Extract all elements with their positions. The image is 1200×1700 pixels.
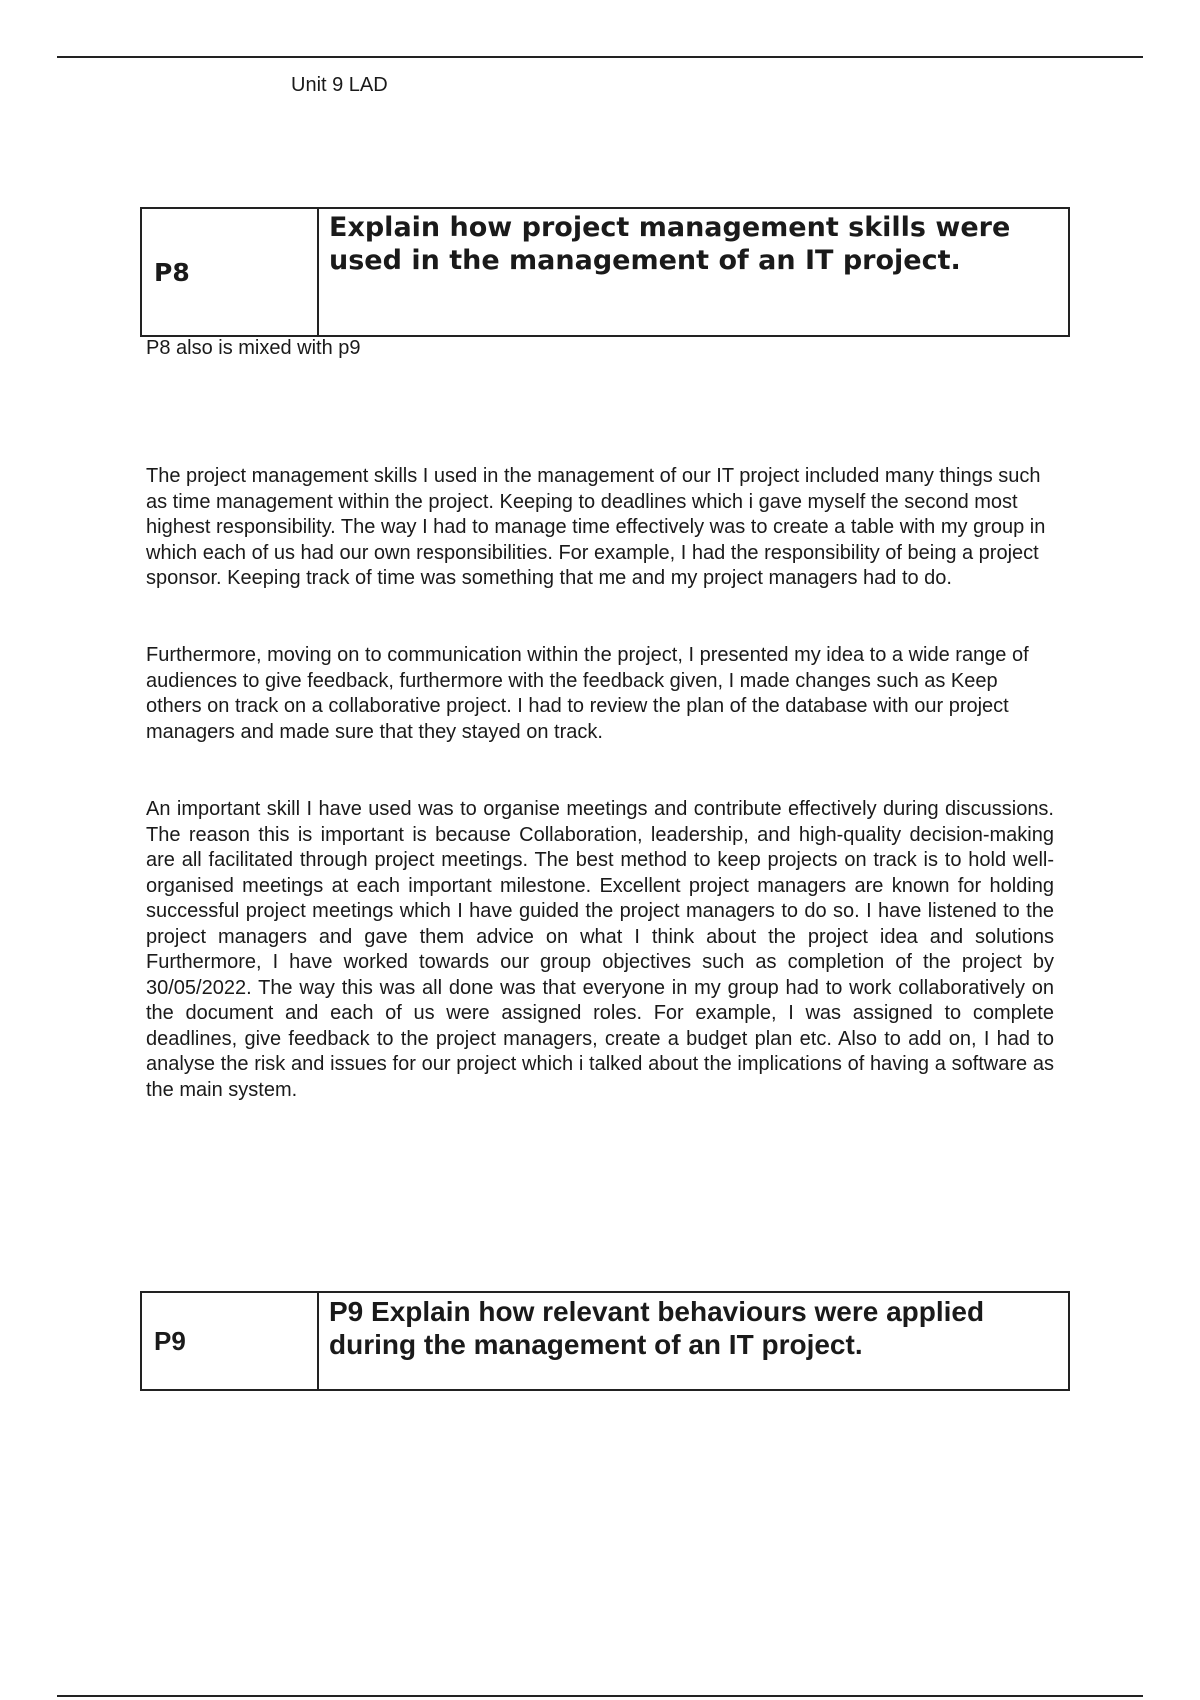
criteria-title: Explain how project management skills were used in the management of an IT project. [329,212,1011,276]
body-paragraph: An important skill I have used was to organise meetings and contribute effectively during discussions. The reason this is important is because Collaboration, leadership, and high-quality decision-making are all facilitated through project meetings. The best method to keep projects on track is to hold well-organised meetings at each important milestone. Excellent project managers are known for holding successful project meetings which I have guided the project managers to do so. I have listened to the project managers and gave them advice on what I think about the project idea and solutions Furthermore, I have worked towards our group objectives such as completion of the project by 30/05/2022. The way this was all done was that everyone in my group had to work collaboratively on the document and each of us were assigned roles. For example, I was assigned to complete deadlines, give feedback to the project managers, create a budget plan etc. Also to add on, I had to analyse the risk and issues for our project which i talked about the implications of having a software as the main system. [146,798,1054,1101]
criteria-note: P8 also is mixed with p9 [146,337,361,359]
criteria-title: P9 Explain how relevant behaviours were applied during the management of an IT project. [329,1296,985,1360]
page-header-title: Unit 9 LAD [291,74,388,96]
criteria-table-p9 [140,1291,1070,1391]
bottom-rule [57,1695,1143,1697]
body-paragraph: Furthermore, moving on to communication within the project, I presented my idea to a wide range of audiences to give feedback, furthermore with the feedback given, I made changes such as Keep others on track on a collaborative project. I had to review the plan of the database with our project managers and made sure that they stayed on track. [146,644,1029,743]
criteria-table-p8 [140,207,1070,337]
body-paragraph: The project management skills I used in the management of our IT project included many things such as time management within the project. Keeping to deadlines which i gave myself the second most highest responsibility. The way I had to manage time effectively was to create a table with my group in which each of us had our own responsibilities. For example, I had the responsibility of being a project sponsor. Keeping track of time was something that me and my project managers had to do. [146,465,1046,589]
criteria-code: P8 [142,209,319,335]
criteria-code: P9 [142,1293,319,1389]
top-rule [57,56,1143,58]
